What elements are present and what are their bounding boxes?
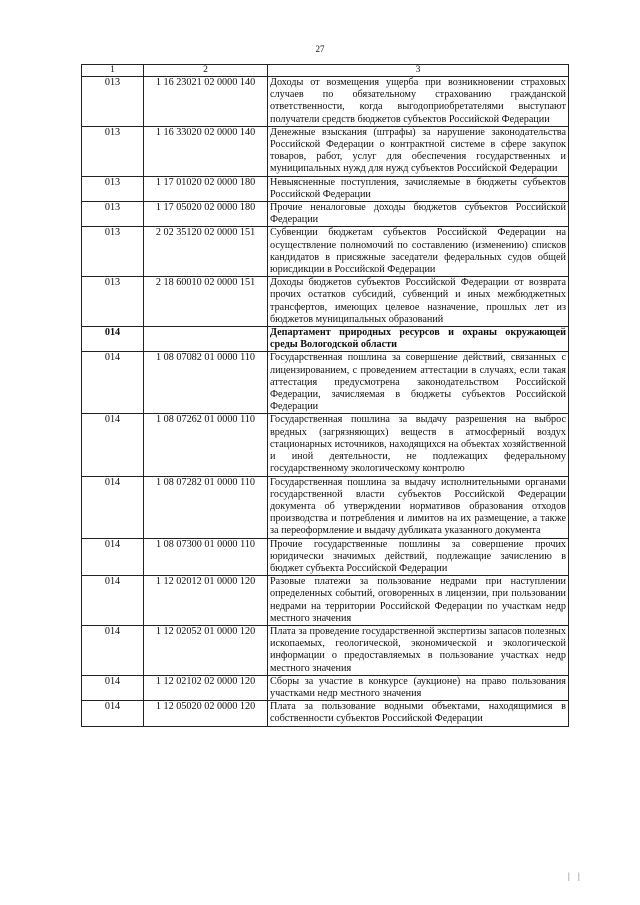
budget-code-cell: 1 08 07300 01 0000 110 <box>144 538 268 576</box>
description-cell: Плата за пользование водными объектами, находящимися в собственности субъектов Российской Федерации <box>268 701 569 726</box>
description-cell: Прочие неналоговые доходы бюджетов субъектов Российской Федерации <box>268 202 569 227</box>
budget-code-cell: 2 02 35120 02 0000 151 <box>144 227 268 277</box>
description-cell: Субвенции бюджетам субъектов Российской Федерации на осуществление полномочий по составлению (изменению) списков кандидатов в присяжные заседатели федеральных судов общей юрисдикции в Российской Федерации <box>268 227 569 277</box>
budget-code-cell: 1 12 02052 01 0000 120 <box>144 625 268 675</box>
admin-code-cell: 013 <box>82 77 144 127</box>
table-row <box>82 675 569 700</box>
budget-code-cell: 1 12 02102 02 0000 120 <box>144 675 268 700</box>
table-row <box>82 227 569 277</box>
description-cell: Государственная пошлина за выдачу разрешения на выброс вредных (загрязняющих) веществ в атмосферный воздух стационарных источников, находящихся на объектах хозяйственной и иной деятельности, не подлежащих федеральному государственному экологическому контролю <box>268 414 569 476</box>
admin-code-cell: 014 <box>82 538 144 576</box>
table-row <box>82 538 569 576</box>
description-cell: Сборы за участие в конкурсе (аукционе) на право пользования участками недр местного значения <box>268 675 569 700</box>
budget-code-cell: 2 18 60010 02 0000 151 <box>144 277 268 327</box>
table-row <box>82 701 569 726</box>
budget-code-cell: 1 17 01020 02 0000 180 <box>144 176 268 201</box>
budget-code-cell: 1 08 07282 01 0000 110 <box>144 476 268 538</box>
admin-code-cell: 014 <box>82 625 144 675</box>
admin-code-cell: 014 <box>82 327 144 352</box>
description-cell: Доходы от возмещения ущерба при возникновении страховых случаев по обязательному страхованию гражданской ответственности, когда выгодоприобретателями выступают получатели средств бюджетов субъектов Российской Федерации <box>268 77 569 127</box>
table-row <box>82 126 569 176</box>
description-cell: Государственная пошлина за выдачу исполнительными органами государственной власти субъектов Российской Федерации документа об утверждении нормативов образования отходов производства и потребления и лимитов на их размещение, а также за переоформление и выдачу дубликата указанного документа <box>268 476 569 538</box>
table-row <box>82 576 569 626</box>
admin-code-cell: 014 <box>82 701 144 726</box>
budget-code-cell: 1 12 05020 02 0000 120 <box>144 701 268 726</box>
admin-code-cell: 014 <box>82 476 144 538</box>
admin-code-cell: 014 <box>82 576 144 626</box>
description-cell: Денежные взыскания (штрафы) за нарушение законодательства Российской Федерации о контрактной системе в сфере закупок товаров, работ, услуг для обеспечения государственных и муниципальных нужд для нужд субъектов Российской Федерации <box>268 126 569 176</box>
table-row <box>82 176 569 201</box>
column-header-budget-code: 2 <box>144 65 268 77</box>
column-header-description: 3 <box>268 65 569 77</box>
description-cell: Государственная пошлина за совершение действий, связанных с лицензированием, с проведением аттестации в случаях, если такая аттестация предусмотрена законодательством Российской Федерации, зачисляемая в бюджеты субъектов Российской Федерации <box>268 352 569 414</box>
budget-code-cell: 1 08 07082 01 0000 110 <box>144 352 268 414</box>
table-row <box>82 625 569 675</box>
budget-code-cell <box>144 327 268 352</box>
admin-code-cell: 014 <box>82 414 144 476</box>
page-number: 27 <box>315 44 325 54</box>
budget-code-cell: 1 08 07262 01 0000 110 <box>144 414 268 476</box>
table-row <box>82 414 569 476</box>
budget-code-cell: 1 17 05020 02 0000 180 <box>144 202 268 227</box>
table-row <box>82 77 569 127</box>
admin-code-cell: 013 <box>82 126 144 176</box>
description-cell: Доходы бюджетов субъектов Российской Федерации от возврата прочих остатков субсидий, субвенций и иных межбюджетных трансфертов, имеющих целевое назначение, прошлых лет из бюджетов муниципальных образований <box>268 277 569 327</box>
header-row <box>82 65 569 77</box>
description-cell: Разовые платежи за пользование недрами при наступлении определенных событий, оговоренных в лицензии, при пользовании недрами на территории Российской Федерации по участкам недр местного значения <box>268 576 569 626</box>
revenue-codes-table <box>81 64 569 727</box>
budget-code-cell: 1 16 23021 02 0000 140 <box>144 77 268 127</box>
table-row <box>82 352 569 414</box>
budget-code-cell: 1 12 02012 01 0000 120 <box>144 576 268 626</box>
admin-code-cell: 014 <box>82 675 144 700</box>
table-row <box>82 277 569 327</box>
scan-marks: | | <box>568 871 583 881</box>
description-cell: Невыясненные поступления, зачисляемые в бюджеты субъектов Российской Федерации <box>268 176 569 201</box>
budget-code-cell: 1 16 33020 02 0000 140 <box>144 126 268 176</box>
table-header <box>82 65 569 77</box>
table-row <box>82 476 569 538</box>
admin-code-cell: 014 <box>82 352 144 414</box>
table-row <box>82 202 569 227</box>
admin-code-cell: 013 <box>82 202 144 227</box>
description-cell: Департамент природных ресурсов и охраны окружающей среды Вологодской области <box>268 327 569 352</box>
description-cell: Прочие государственные пошлины за совершение прочих юридически значимых действий, подлежащие зачислению в бюджет субъекта Российской Федерации <box>268 538 569 576</box>
description-cell: Плата за проведение государственной экспертизы запасов полезных ископаемых, геологической, экономической и экологической информации о предоставляемых в пользование участках недр местного значения <box>268 625 569 675</box>
admin-code-cell: 013 <box>82 227 144 277</box>
admin-code-cell: 013 <box>82 277 144 327</box>
department-heading-row <box>82 327 569 352</box>
admin-code-cell: 013 <box>82 176 144 201</box>
column-header-admin-code: 1 <box>82 65 144 77</box>
table-body <box>82 77 569 727</box>
